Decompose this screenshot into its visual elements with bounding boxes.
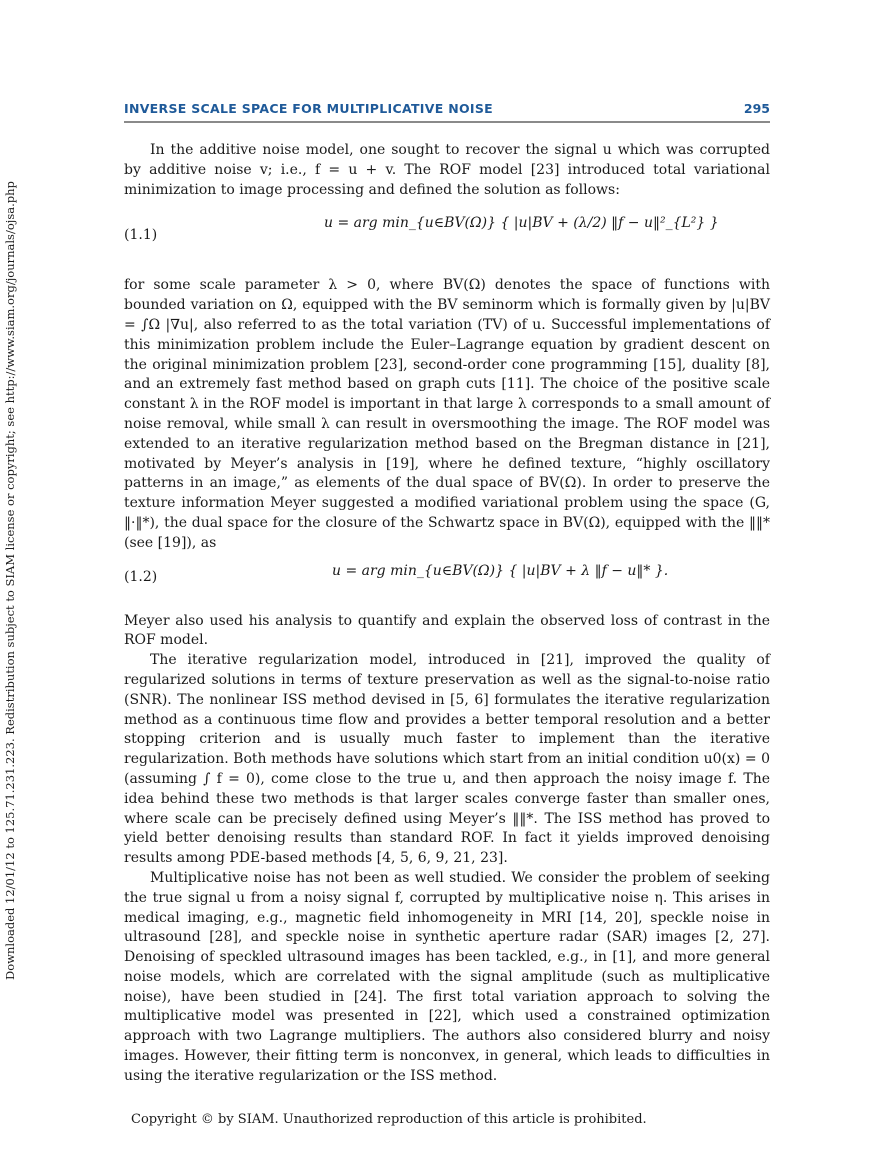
copyright-footer: Copyright © by SIAM. Unauthorized reproduction of this article is prohibited.	[131, 1112, 647, 1127]
paragraph-5: Multiplicative noise has not been as well studied. We consider the problem of seeking the true signal u from a noisy signal f, corrupted by multiplicative noise η. This arises in medical imaging, e.g., magnetic field inhomogeneity in MRI [14, 20], speckle noise in ultrasound [28], and speckle noise in synthetic aperture radar (SAR) images [2, 27]. Denoising of speckled ultrasound images has been tackled, e.g., in [1], and more general noise models, which are correlated with the signal amplitude (such as multiplicative noise), have been studied in [24]. The first total variation approach to solving the multiplicative model was presented in [22], which used a constrained optimization approach with two Lagrange multipliers. The authors also considered blurry and noisy images. However, their fitting term is nonconvex, in general, which leads to difficulties in using the iterative regularization or the ISS method.	[124, 869, 770, 1084]
paragraph-2: for some scale parameter λ > 0, where BV(Ω) denotes the space of functions with bounded variation on Ω, equipped with the BV seminorm which is formally given by |u|BV = ∫Ω |∇u|, also referred to as the total variation (TV) of u. Successful implementations of this minimization problem include the Euler–Lagrange equation by gradient descent on the original minimization problem [23], second-order cone programming [15], duality [8], and an extremely fast method based on graph cuts [11]. The choice of the positive scale constant λ in the ROF model is important in that large λ corresponds to a small amount of noise removal, while small λ can result in oversmoothing the image. The ROF model was extended to an iterative regularization method based on the Bregman distance in [21], motivated by Meyer’s analysis in [19], where he defined texture, “highly oscillatory patterns in an image,” as elements of the dual space of BV(Ω). In order to preserve the texture information Meyer suggested a modified variational problem using the space (G, ‖·‖*), the dual space for the closure of the Schwartz space in BV(Ω), equipped with the ‖‖* (see [19]), as	[124, 277, 770, 551]
equation-expression: u = arg min_{u∈BV(Ω)} { |u|BV + λ ‖f − u‖* }.	[332, 562, 669, 579]
equation-1-2	[124, 560, 770, 604]
paragraph-3: Meyer also used his analysis to quantify and explain the observed loss of contrast in the ROF model.	[124, 612, 770, 649]
article-body	[124, 141, 770, 1087]
running-header	[124, 101, 770, 123]
equation-1-1	[124, 206, 770, 268]
download-sidebar	[3, 170, 23, 980]
equation-number: (1.2)	[124, 568, 158, 585]
paragraph-4: The iterative regularization model, introduced in [21], improved the quality of regularized solutions in terms of texture preservation as well as the signal-to-noise ratio (SNR). The nonlinear ISS method devised in [5, 6] formulates the iterative regularization method as a continuous time flow and provides a better temporal resolution and a better stopping criterion and is usually much faster to implement than the iterative regularization. Both methods have solutions which start from an initial condition u0(x) = 0 (assuming ∫ f = 0), come close to the true u, and then approach the noisy image f. The idea behind these two methods is that larger scales converge faster than smaller ones, where scale can be precisely defined using Meyer’s ‖‖*. The ISS method has proved to yield better denoising results than standard ROF. In fact it yields improved denoising results among PDE-based methods [4, 5, 6, 9, 21, 23].	[124, 652, 770, 867]
download-notice: Downloaded 12/01/12 to 125.71.231.223. Redistribution subject to SIAM license or copyright; see http://www.siam.org/journals/ojsa.php	[3, 181, 17, 980]
equation-number: (1.1)	[124, 227, 158, 244]
running-title: INVERSE SCALE SPACE FOR MULTIPLICATIVE NOISE	[124, 101, 493, 116]
page-number: 295	[743, 101, 770, 116]
equation-expression: u = arg min_{u∈BV(Ω)} { |u|BV + (λ/2) ‖f − u‖²_{L²} }	[324, 215, 719, 232]
paragraph-1: In the additive noise model, one sought to recover the signal u which was corrupted by additive noise v; i.e., f = u + v. The ROF model [23] introduced total variational minimization to image processing and defined the solution as follows:	[124, 142, 770, 198]
